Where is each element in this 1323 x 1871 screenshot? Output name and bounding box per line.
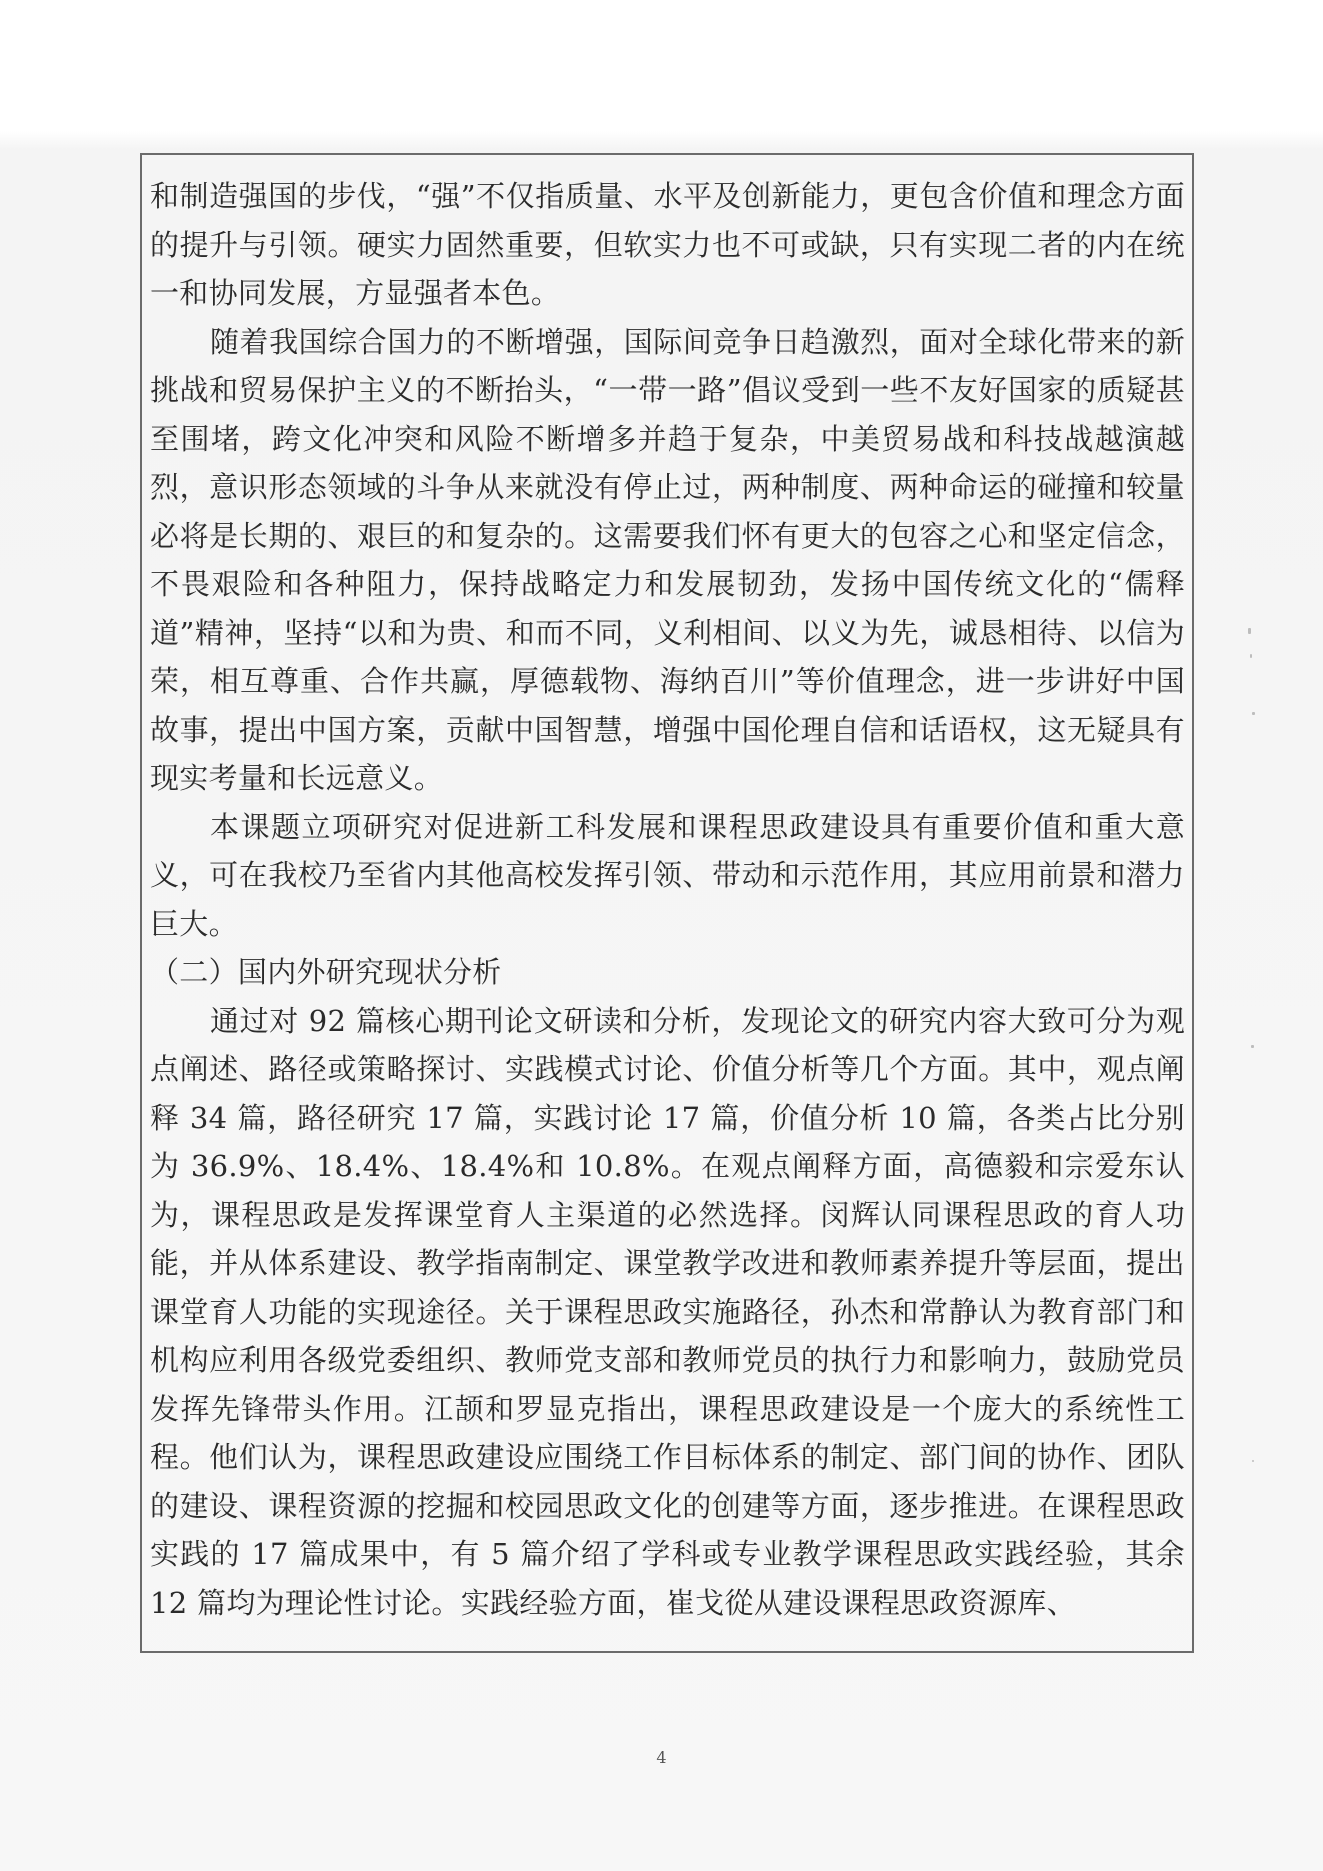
scan-speck [1248, 628, 1251, 634]
paragraph-research-status: 通过对 92 篇核心期刊论文研读和分析，发现论文的研究内容大致可分为观点阐述、路径或策略探讨、实践模式讨论、价值分析等几个方面。其中，观点阐释 34 篇，路径研究 17 篇，实践讨论 17 篇，价值分析 10 篇，各类占比分别为 36.9%、18.4%、18.4%和 10.8%。在观点阐释方面，高德毅和宗爱东认为，课程思政是发挥课堂育人主渠道的必然选择。闵辉认同课程思政的育人功能，并从体系建设、教学指南制定、课堂教学改进和教师素养提升等层面，提出课堂育人功能的实现途径。关于课程思政实施路径，孙杰和常静认为教育部门和机构应利用各级党委组织、教师党支部和教师党员的执行力和影响力，鼓励党员发挥先锋带头作用。江颉和罗显克指出，课程思政建设是一个庞大的系统性工程。他们认为，课程思政建设应围绕工作目标体系的制定、部门间的协作、团队的建设、课程资源的挖掘和校园思政文化的创建等方面，逐步推进。在课程思政实践的 17 篇成果中，有 5 篇介绍了学科或专业教学课程思政实践经验，其余 12 篇均为理论性讨论。实践经验方面，崔戈從从建设课程思政资源库、 [150, 1003, 1185, 1620]
scan-speck [1251, 1045, 1254, 1048]
paragraph-project-significance: 本课题立项研究对促进新工科发展和课程思政建设具有重要价值和重大意义，可在我校乃至省内其他高校发挥引领、带动和示范作用，其应用前景和潜力巨大。 [150, 809, 1185, 941]
scan-speck [1252, 712, 1255, 715]
scan-speck [1250, 654, 1252, 658]
document-body [150, 172, 1185, 1627]
scan-speck [1252, 1460, 1254, 1462]
section-heading: （二）国内外研究现状分析 [150, 955, 502, 989]
paragraph-continuation: 和制造强国的步伐，“强”不仅指质量、水平及创新能力，更包含价值和理念方面的提升与引领。硬实力固然重要，但软实力也不可或缺，只有实现二者的内在统一和协同发展，方显强者本色。 [150, 179, 1185, 310]
page-number: 4 [656, 1748, 667, 1767]
paragraph-international-competition: 随着我国综合国力的不断增强，国际间竞争日趋激烈，面对全球化带来的新挑战和贸易保护主义的不断抬头，“一带一路”倡议受到一些不友好国家的质疑甚至围堵，跨文化冲突和风险不断增多并趋于复杂，中美贸易战和科技战越演越烈，意识形态领域的斗争从来就没有停止过，两种制度、两种命运的碰撞和较量必将是长期的、艰巨的和复杂的。这需要我们怀有更大的包容之心和坚定信念，不畏艰险和各种阻力，保持战略定力和发展韧劲，发扬中国传统文化的“儒释道”精神，坚持“以和为贵、和而不同，义利相间、以义为先，诚恳相待、以信为荣，相互尊重、合作共赢，厚德载物、海纳百川”等价值理念，进一步讲好中国故事，提出中国方案，贡献中国智慧，增强中国伦理自信和话语权，这无疑具有现实考量和长远意义。 [150, 324, 1185, 795]
